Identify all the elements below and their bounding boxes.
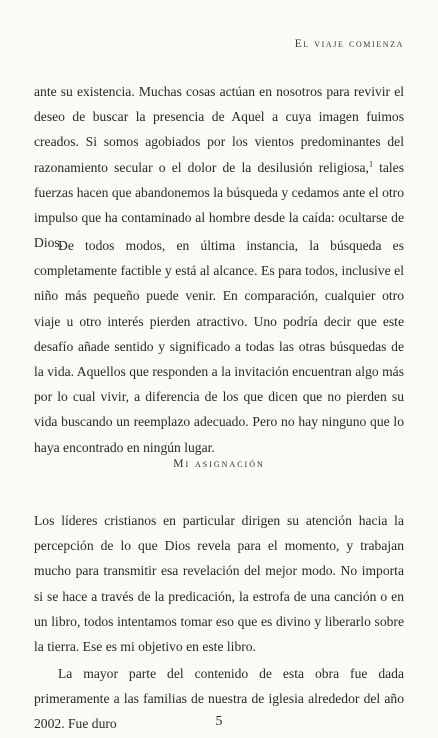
paragraph [34, 508, 404, 659]
paragraph-text: Los líderes cristianos en particular dirigen su atención hacia la percepción de lo que Dios revela para el momento, y trabajan mucho para transmitir esa revelación del mejor modo. No importa si se hace a través de la predicación, la estrofa de una canción o en un libro, todos intentamos tomar eso que es divino y liberarlo sobre la tierra. Ese es mi objetivo en este libro. [34, 513, 404, 655]
paragraph-text-part: tales fuerzas hacen que abandonemos la búsqueda y cedamos ante el otro impulso que ha contaminado al hombre desde la caída: ocultarse de Dios. [34, 159, 404, 251]
paragraph-text-part: ante su existencia. Muchas cosas actúan en nosotros para revivir el deseo de buscar la presencia de Aquel a cuya imagen fuimos creados. Si somos agobiados por los vientos predominantes del razonamiento secular o el dolor de la desilusión religiosa, [34, 84, 404, 175]
section-heading: Mi asignación [173, 458, 265, 470]
paragraph-text: De todos modos, en última instancia, la búsqueda es completamente factible y está al alcance. Es para todos, inclusive el niño más pequeño puede venir. En comparación, cualquier otro viaje u otro interés pierden atractivo. Uno podría decir que este desafío añade sentido y significado a todas las otras búsquedas de la vida. Aquellos que responden a la invitación encuentran algo más por lo cual vivir, a diferencia de los que dicen que no pierden su vida buscando un reemplazo adecuado. Pero no hay ninguno que lo haya encontrado en ningún lugar. [34, 238, 404, 455]
paragraph-text: La mayor parte del contenido de esta obra fue dada primeramente a las familias de nuestra de iglesia alrededor del año 2002. Fue duro [34, 666, 404, 732]
paragraph [34, 233, 404, 460]
page-number: 5 [215, 713, 223, 728]
running-header: El viaje comienza [294, 38, 404, 50]
paragraph-text [34, 79, 404, 255]
paragraph-continuation [34, 79, 404, 255]
footnote-marker[interactable]: 1 [368, 159, 373, 169]
